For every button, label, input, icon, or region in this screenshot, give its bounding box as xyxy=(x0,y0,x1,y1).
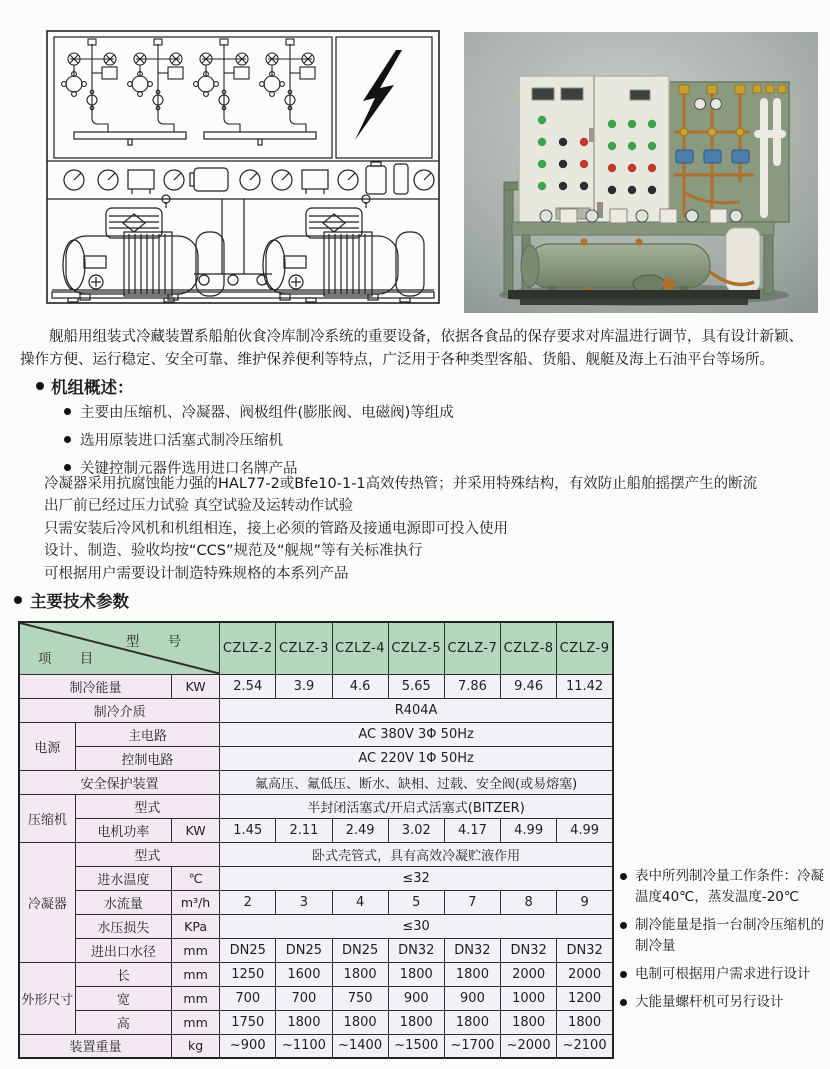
cell-value: ~1700 xyxy=(444,1034,500,1058)
cell-value: 1.45 xyxy=(220,818,276,842)
table-row-height xyxy=(19,1010,613,1034)
cell-value: 2000 xyxy=(501,962,557,986)
bullet-icon xyxy=(36,382,44,390)
cell-value: 4.99 xyxy=(557,818,613,842)
group-label: 压缩机 xyxy=(19,794,75,842)
cell-value: 1200 xyxy=(557,986,613,1010)
overview-line: 设计、制造、验收均按“CCS”规范及“舰规”等有关标准执行 xyxy=(44,543,423,560)
cell-value: 4.6 xyxy=(332,674,388,698)
table-row-water-flow xyxy=(19,890,613,914)
table-row-condenser-type xyxy=(19,842,613,866)
cell-value: 1800 xyxy=(388,962,444,986)
bullet-icon xyxy=(64,464,71,471)
row-unit: mm xyxy=(171,1010,219,1034)
cell-value: 1800 xyxy=(332,962,388,986)
solenoid-valves xyxy=(676,150,749,163)
cell-value: 1800 xyxy=(444,962,500,986)
table-header-row xyxy=(19,622,613,674)
side-note xyxy=(620,964,828,985)
table-row-weight xyxy=(19,1034,613,1058)
cell-value: 1250 xyxy=(220,962,276,986)
row-unit: mm xyxy=(171,986,219,1010)
overview-heading xyxy=(36,374,134,398)
cell-value: 900 xyxy=(444,986,500,1010)
model-column-header: CZLZ-9 xyxy=(557,622,613,674)
row-label: 电机功率 xyxy=(75,818,171,842)
table-row-motor-power xyxy=(19,818,613,842)
cell-value: 7.86 xyxy=(444,674,500,698)
params-heading-label: 主要技术参数 xyxy=(30,592,129,611)
cell-value: ~1400 xyxy=(332,1034,388,1058)
row-label: 安全保护装置 xyxy=(19,770,220,794)
cell-value: 11.42 xyxy=(557,674,613,698)
row-label: 进出口水径 xyxy=(75,938,171,962)
cell-value: 900 xyxy=(388,986,444,1010)
photo-svg xyxy=(464,32,818,313)
overview-heading-label: 机组概述： xyxy=(51,378,134,397)
cell-value: 1800 xyxy=(388,1010,444,1034)
cell-value: AC 380V 3Φ 50Hz xyxy=(220,722,613,746)
cell-value: 氟高压、氟低压、断水、缺相、过载、安全阀(或易熔塞) xyxy=(220,770,613,794)
row-unit: kg xyxy=(171,1034,219,1058)
table-row-port-size xyxy=(19,938,613,962)
cell-value: 5.65 xyxy=(388,674,444,698)
cell-value: 1800 xyxy=(501,1010,557,1034)
row-label: 主电路 xyxy=(75,722,220,746)
cell-value: 700 xyxy=(220,986,276,1010)
table-row-length xyxy=(19,962,613,986)
row-label: 高 xyxy=(75,1010,171,1034)
beam-instruments xyxy=(540,209,742,223)
cell-value: 1600 xyxy=(276,962,332,986)
table-row-capacity xyxy=(19,674,613,698)
bullet-icon xyxy=(14,596,22,604)
spec-table xyxy=(18,621,614,1059)
overview-line: 出厂前已经过压力试验 真空试验及运转动作试验 xyxy=(44,498,354,515)
overview-bullet-list xyxy=(64,397,454,481)
cell-value: 1750 xyxy=(220,1010,276,1034)
cell-value: 3.9 xyxy=(276,674,332,698)
cell-value: ~900 xyxy=(220,1034,276,1058)
cell-value: DN32 xyxy=(444,938,500,962)
cell-value: 半封闭活塞式/开启式活塞式(BITZER) xyxy=(220,794,613,818)
cell-value: 1800 xyxy=(444,1010,500,1034)
group-label: 电源 xyxy=(19,722,75,770)
cell-value: 4 xyxy=(332,890,388,914)
bullet-icon xyxy=(64,408,71,415)
side-note xyxy=(620,915,828,957)
table-row-width xyxy=(19,986,613,1010)
cell-value: 1000 xyxy=(501,986,557,1010)
cell-value: 4.17 xyxy=(444,818,500,842)
row-label: 型式 xyxy=(75,842,220,866)
cell-value: 700 xyxy=(276,986,332,1010)
cell-value: 1800 xyxy=(276,1010,332,1034)
cell-value: 1800 xyxy=(332,1010,388,1034)
bullet-icon xyxy=(64,436,71,443)
cell-value: DN32 xyxy=(557,938,613,962)
row-label: 装置重量 xyxy=(19,1034,171,1058)
row-label: 长 xyxy=(75,962,171,986)
table-corner-cell xyxy=(19,622,220,674)
row-unit: KW xyxy=(171,818,219,842)
row-label: 宽 xyxy=(75,986,171,1010)
row-label: 水流量 xyxy=(75,890,171,914)
row-unit: KPa xyxy=(171,914,219,938)
corner-label-model: 型 号 xyxy=(125,634,194,650)
model-column-header: CZLZ-2 xyxy=(220,622,276,674)
cell-value: 3.02 xyxy=(388,818,444,842)
model-column-header: CZLZ-8 xyxy=(501,622,557,674)
side-note xyxy=(620,992,828,1013)
overview-bullet-text: 主要由压缩机、冷凝器、阀极组件(膨胀阀、电磁阀)等组成 xyxy=(80,404,454,421)
corner-label-item: 项 目 xyxy=(38,650,106,667)
row-label: 制冷介质 xyxy=(19,698,220,722)
model-column-header: CZLZ-4 xyxy=(332,622,388,674)
control-cabinet xyxy=(519,76,669,226)
cell-value: 2.49 xyxy=(332,818,388,842)
bullet-icon xyxy=(620,873,627,880)
table-row-safety xyxy=(19,770,613,794)
table-row-pressure-loss xyxy=(19,914,613,938)
bullet-icon xyxy=(620,971,627,978)
cell-value: 7 xyxy=(444,890,500,914)
side-note xyxy=(620,866,828,908)
cell-value: ~2000 xyxy=(501,1034,557,1058)
model-column-header: CZLZ-5 xyxy=(388,622,444,674)
table-row-main-circuit xyxy=(19,722,613,746)
group-label: 外形尺寸 xyxy=(19,962,75,1034)
row-label: 型式 xyxy=(75,794,220,818)
overview-line: 可根据用户需要设计制造特殊规格的本系列产品 xyxy=(44,565,349,582)
overview-bullet xyxy=(64,425,454,453)
intro-paragraph: 舰船用组装式冷藏装置系船舶伙食冷库制冷系统的重要设备，依据各食品的保存要求对库温进行调节，具有设计新颖、操作方便、运行稳定、安全可靠、维护保养便利等特点，广泛用于各种类型客船、货船、舰艇及海上石油平台等场所。 xyxy=(20,329,803,368)
table-row-compressor-type xyxy=(19,794,613,818)
lightning-icon xyxy=(355,50,402,140)
table-row-refrigerant xyxy=(19,698,613,722)
side-note-text: 电制可根据用户需求进行设计 xyxy=(635,966,811,982)
bullet-icon xyxy=(620,922,627,929)
cell-value: DN32 xyxy=(501,938,557,962)
cell-value: 1800 xyxy=(557,1010,613,1034)
model-column-header: CZLZ-3 xyxy=(276,622,332,674)
overview-bullet xyxy=(64,397,454,425)
cell-value: 750 xyxy=(332,986,388,1010)
gauge-row-icons xyxy=(64,162,434,194)
cell-value: ~1100 xyxy=(276,1034,332,1058)
cell-value: DN25 xyxy=(332,938,388,962)
cell-value: 9 xyxy=(557,890,613,914)
overview-line: 只需安装后冷风机和机组相连，接上必须的管路及接通电源即可投入使用 xyxy=(44,520,508,537)
overview-bullet-text: 关键控制元器件选用进口名牌产品 xyxy=(80,460,298,477)
cell-value: 2 xyxy=(220,890,276,914)
overview-lines xyxy=(44,473,814,585)
side-note-text: 表中所列制冷量工作条件：冷凝温度40℃，蒸发温度-20℃ xyxy=(635,868,824,905)
cell-value: ≤30 xyxy=(220,914,613,938)
unit-photo xyxy=(464,32,818,313)
cell-value: 2.11 xyxy=(276,818,332,842)
overview-line: 冷凝器采用抗腐蚀能力强的HAL77-2或Bfe10-1-1高效传热管；并采用特殊结构，有效防止船舶摇摆产生的断流 xyxy=(44,476,758,492)
bullet-icon xyxy=(620,999,627,1006)
cell-value: DN25 xyxy=(276,938,332,962)
line-drawing-svg xyxy=(44,28,442,308)
cell-value: ~1500 xyxy=(388,1034,444,1058)
table-row-control-circuit xyxy=(19,746,613,770)
row-label: 控制电路 xyxy=(75,746,220,770)
side-note-text: 制冷能量是指一台制冷压缩机的制冷量 xyxy=(635,917,824,954)
cell-value: 2000 xyxy=(557,962,613,986)
cell-value: 5 xyxy=(388,890,444,914)
row-label: 制冷能量 xyxy=(19,674,171,698)
cell-value: ≤32 xyxy=(220,866,613,890)
cell-value: 卧式壳管式，具有高效冷凝贮液作用 xyxy=(220,842,613,866)
cell-value: ~2100 xyxy=(557,1034,613,1058)
row-unit: mm xyxy=(171,962,219,986)
params-heading xyxy=(14,588,129,612)
cell-value: AC 220V 1Φ 50Hz xyxy=(220,746,613,770)
row-label: 水压损失 xyxy=(75,914,171,938)
cell-value: DN32 xyxy=(388,938,444,962)
cell-value: 8 xyxy=(501,890,557,914)
side-note-text: 大能量螺杆机可另行设计 xyxy=(635,994,784,1010)
cell-value: 4.99 xyxy=(501,818,557,842)
cell-value: 9.46 xyxy=(501,674,557,698)
row-unit: ℃ xyxy=(171,866,219,890)
row-label: 进水温度 xyxy=(75,866,171,890)
row-unit: KW xyxy=(171,674,219,698)
condenser-vessel xyxy=(521,239,710,295)
cell-value: R404A xyxy=(220,698,613,722)
group-label: 冷凝器 xyxy=(19,842,75,962)
model-column-header: CZLZ-7 xyxy=(444,622,500,674)
cell-value: DN25 xyxy=(220,938,276,962)
side-notes xyxy=(620,866,828,1020)
row-unit: mm xyxy=(171,938,219,962)
cell-value: 2.54 xyxy=(220,674,276,698)
overview-bullet-text: 选用原装进口活塞式制冷压缩机 xyxy=(80,432,283,449)
row-unit: m³/h xyxy=(171,890,219,914)
unit-line-drawing xyxy=(44,28,442,308)
table-row-inlet-temp xyxy=(19,866,613,890)
cell-value: 3 xyxy=(276,890,332,914)
